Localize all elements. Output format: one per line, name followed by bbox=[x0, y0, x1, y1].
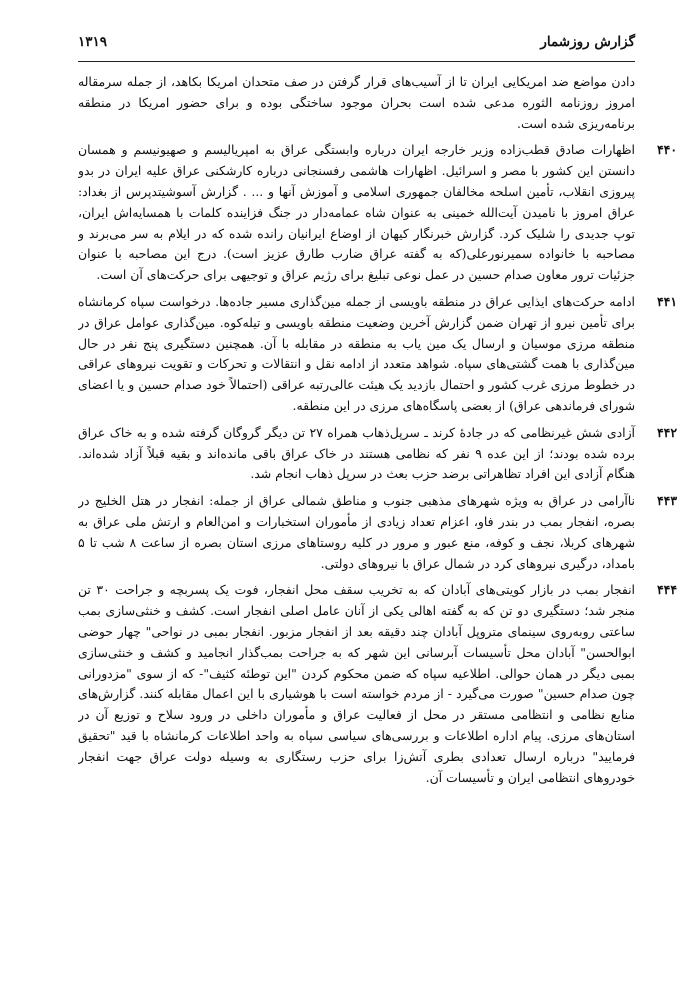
entry-number: ۴۴۰ bbox=[657, 142, 677, 158]
header-rule bbox=[78, 61, 635, 62]
page-number: ۱۳۱۹ bbox=[78, 34, 108, 50]
entry-443 bbox=[78, 491, 677, 574]
entry-text: ادامه حرکت‌های ایذایی عراق در منطقه باویسی از جمله مین‌گذاری مسیر جاده‌ها. درخواست سپاه کرمانشاه برای تأمین نیرو از تهران ضمن گزارش آخرین وضعیت منطقه باویسی و تیله‌کوه. مین‌گذاری عوامل عراق در منطقه مرزی موسیان و ارسال یک مین یاب به منطقه در مقابله با آن. همچنین دستگیری پنج نفر در حال مین‌گذاری با همت گشتی‌های سپاه. شواهد متعدد از ادامه نقل و انتقالات و تحرکات و تقویت نیروهای عراقی در خطوط مرزی غرب کشور و احتمال بازدید یک هیئت عالی‌رتبه عراقی (احتمالاً خود صدام حسین و یا اعضای شورای فرماندهی عراق) از بعضی پاسگاه‌های مرزی در این منطقه. bbox=[78, 293, 636, 413]
entry-text: انفجار بمب در بازار کویتی‌های آبادان که به تخریب سقف محل انفجار، فوت یک پسربچه و جراحت ۳۰ تن منجر شد؛ دستگیری دو تن که به گفته اهالی یکی از آنان عامل اصلی انفجار است. کشف و خنثی‌سازی بمب ساعتی روبه‌روی سینمای متروپل آبادان چند دقیقه بعد از انفجار مزبور. انفجار بمبی در نواحی" چهار حوضی ابوالحسن" آبادان محل تأسیسات آبرسانی این شهر که به جراحت بمب‌گذار انجامید و کشف و خنثی‌سازی بمبی دیگر در همان حوالی. اطلاعیه سپاه که ضمن محکوم کردن "این توطئه کثیف"- که از سوی "مزدورانی چون صدام حسین" صورت می‌گیرد - از مردم خواسته است با هوشیاری با این اعمال مقابله کنند. گزارش‌های منابع نظامی و انتظامی مستقر در محل از فعالیت عراق و مأموران داخلی در ورود سلاح و توزیع آن در استان‌های مرزی. پیام اداره اطلاعات و بررسی‌های سیاسی سپاه به واحد اطلاعات کرمانشاه با قید "تحقیق فرمایید" درباره ارسال تعدادی بطری آتش‌زا برای حزب رستگاری به وسیله دولت عراق جهت انفجار خودروهای انتظامی ایران و تأسیسات آن. bbox=[78, 582, 636, 785]
entry-text: آزادی شش غیرنظامی که در جادهٔ کرند ـ سرپل‌ذهاب همراه ۲۷ تن دیگر گروگان گرفته شده و به خاک عراق برده شده بودند؛ از این عده ۹ نفر که نظامی هستند در خاک عراق باقی مانده‌اند و بقیه قبلاً آزاد شده‌اند. هنگام آزادی این افراد تظاهراتی برضد حزب بعث در سرپل ذهاب انجام شد. bbox=[78, 424, 636, 482]
entry-continuation bbox=[78, 72, 677, 134]
running-header bbox=[78, 34, 635, 60]
entry-number: ۴۴۳ bbox=[657, 493, 677, 509]
entry-440 bbox=[78, 140, 677, 286]
entries-list bbox=[78, 72, 677, 974]
entry-number: ۴۴۱ bbox=[657, 293, 677, 309]
header-title: گزارش روزشمار bbox=[540, 34, 635, 50]
entry-text: اظهارات صادق قطب‌زاده وزیر خارجه ایران درباره وابستگی عراق به امپریالیسم و صهیونیسم و همسان دانستن این کشور با مصر و اسرائیل. اظهارات هاشمی رفسنجانی درباره کارشکنی عراق علیه ایران در بدو پیروزی انقلاب، تأمین اسلحه مخالفان جمهوری اسلامی و آموزش آنها و ... . گزارش آسوشیتدپرس از بغداد: عراق امروز با نامیدن آیت‌الله خمینی به عنوان شاه عمامه‌دار در جنگ فزاینده کلمات با همسایه‌اش ایران، توپ جدیدی را شلیک کرد. گزارش خبرنگار کیهان از اوضاع ایرانیان رانده شده که در ایلام به سر می‌برند و مصاحبه با خانواده سمیرنورعلی(که به گفته عراق ضارب طارق عزیز است). درج این مصاحبه با عنوان جزئیات ترور معاون صدام حسین در عمل نوعی تبلیغ برای رژیم عراق و توجیهی برای حرکت‌های آن است. bbox=[78, 142, 635, 283]
entry-number: ۴۴۲ bbox=[657, 424, 677, 440]
entry-441 bbox=[78, 292, 677, 417]
entry-444 bbox=[78, 580, 677, 788]
entry-text: دادن مواضع ضد امریکایی ایران تا از آسیب‌های قرار گرفتن در صف متحدان امریکا بکاهد، از جمله سرمقاله امروز روزنامه الثوره مدعی شده است بحران موجود ساختگی بوده و برای حضور امریکا در منطقه برنامه‌ریزی شده است. bbox=[78, 74, 635, 131]
entry-number: ۴۴۴ bbox=[657, 582, 677, 598]
entry-442 bbox=[78, 423, 677, 485]
entry-text: ناآرامی در عراق به ویژه شهرهای مذهبی جنوب و مناطق شمالی عراق از جمله: انفجار در هتل الخلیج در بصره، انفجار بمب در بندر فاو، اعزام تعداد زیادی از مأموران استخبارات و امن‌العام و ارتش ملی عراق به شهرهای کربلا، نجف و کوفه، منع عبور و مرور در کلیه روستاهای مرزی استان بصره از ساعت ۸ شب تا ۵ بامداد، درگیری نیروهای کرد در شمال عراق با نیروهای دولتی. bbox=[78, 493, 635, 571]
